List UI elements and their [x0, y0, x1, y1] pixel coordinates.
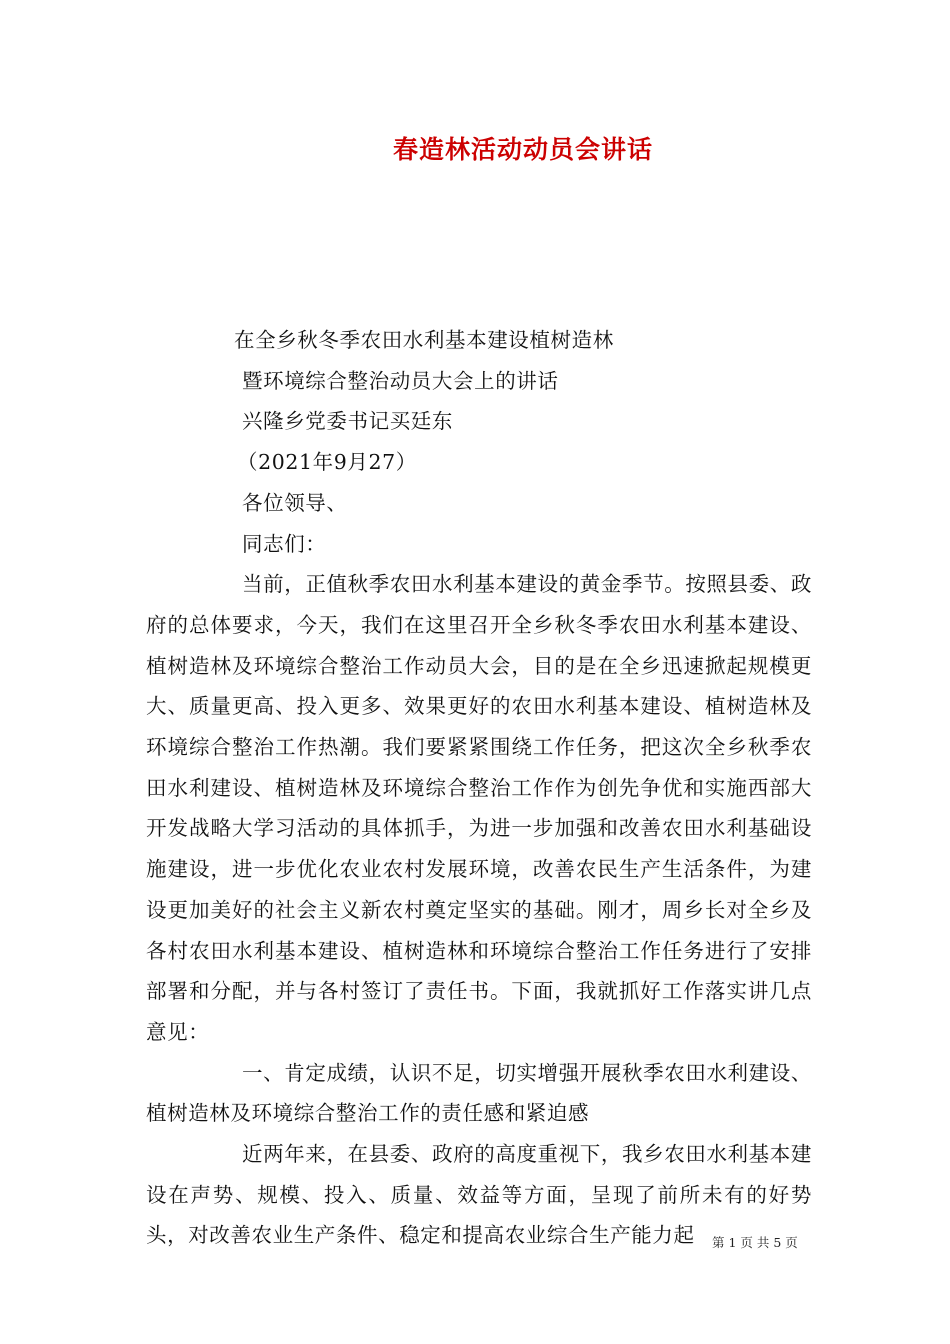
speaker-line: 兴隆乡党委书记买廷东 — [242, 409, 453, 434]
page-number-footer: 第 1 页 共 5 页 — [712, 1235, 798, 1250]
body-paragraph-progress: 近两年来，在县委、政府的高度重视下，我乡农田水利基本建设在声势、规模、投入、质量、效益等方面，呈现了前所未有的好势头，对改善农业生产条件、稳定和提高农业综合生产能力起 — [146, 1142, 812, 1248]
section-heading-one: 一、肯定成绩，认识不足，切实增强开展秋季农田水利建设、植树造林及环境综合整治工作的责任感和紧迫感 — [146, 1060, 812, 1126]
body-paragraph-intro: 当前，正值秋季农田水利基本建设的黄金季节。按照县委、政府的总体要求，今天，我们在这里召开全乡秋冬季农田水利基本建设、植树造林及环境综合整治工作动员大会，目的是在全乡迅速掀起规模更大、质量更高、投入更多、效果更好的农田水利基本建设、植树造林及环境综合整治工作热潮。我们要紧紧围绕工作任务，把这次全乡秋季农田水利建设、植树造林及环境综合整治工作作为创先争优和实施西部大开发战略大学习活动的具体抓手，为进一步加强和改善农田水利基础设施建设，进一步优化农业农村发展环境，改善农民生产生活条件，为建设更加美好的社会主义新农村奠定坚实的基础。刚才，周乡长对全乡及各村农田水利基本建设、植树造林和环境综合整治工作任务进行了安排部署和分配，并与各村签订了责任书。下面，我就抓好工作落实讲几点意见： — [146, 572, 812, 1044]
salutation-line-2: 同志们： — [242, 531, 327, 556]
document-title: 春造林活动动员会讲话 — [392, 135, 653, 164]
date-line: （2021年9月27） — [237, 450, 417, 475]
speech-heading-line-2: 暨环境综合整治动员大会上的讲话 — [242, 368, 559, 393]
salutation-line-1: 各位领导、 — [242, 490, 348, 515]
speech-heading-line-1: 在全乡秋冬季农田水利基本建设植树造林 — [234, 328, 614, 352]
document-body — [146, 320, 812, 1256]
